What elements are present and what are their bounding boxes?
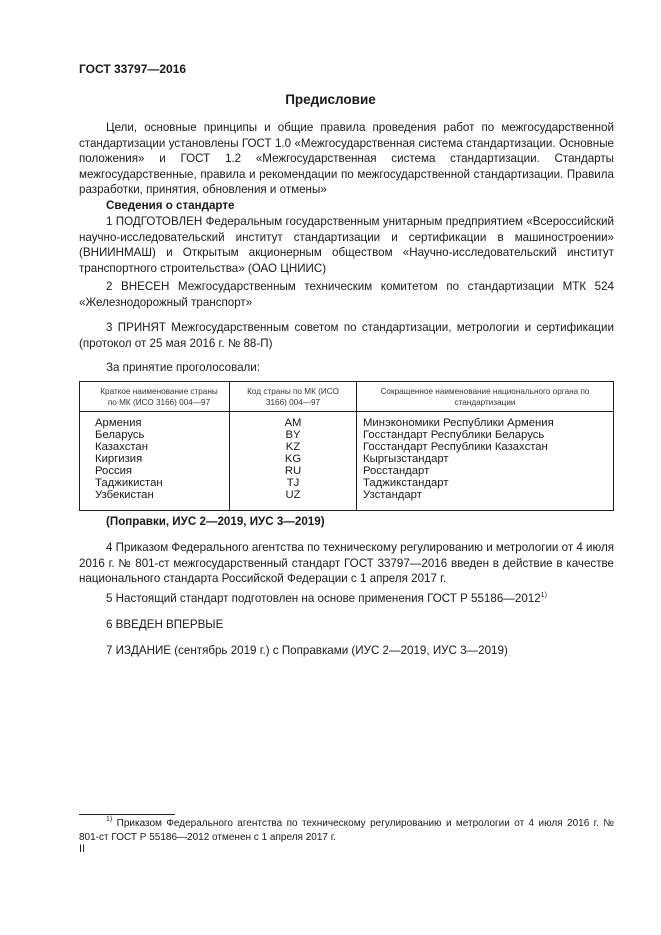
- table-row: [80, 412, 614, 430]
- body-cell: Таджикстандарт: [357, 477, 614, 489]
- item-7-paragraph: 7 ИЗДАНИЕ (сентябрь 2019 г.) с Поправками (ИУС 2—2019, ИУС 3—2019): [106, 644, 508, 657]
- intro-paragraph: Цели, основные принципы и общие правила проведения работ по межгосударственной стандартизации установлены ГОСТ 1.0 «Межгосударственная система стандартизации. Основные положения» и ГОСТ 1.2 «Межгосударственная система стандартизации. Стандарты межгосударственные, правила и рекомендации по межгосударственной стандартизации. Правила разработки, принятия, обновления и отмены»: [79, 121, 614, 196]
- item-6-paragraph: 6 ВВЕДЕН ВПЕРВЫЕ: [106, 618, 224, 631]
- table-row: [80, 441, 614, 453]
- item-2-paragraph: 2 ВНЕСЕН Межгосударственным техническим комитетом по стандартизации МТК 524 «Железнодорожный транспорт»: [79, 280, 614, 309]
- body-cell: Узстандарт: [357, 489, 614, 511]
- table-header-country: Краткое наименование страны по МК (ИСО 3166) 004—97: [80, 382, 230, 412]
- country-cell: Киргизия: [80, 453, 230, 465]
- code-cell: UZ: [230, 489, 357, 511]
- country-cell: Беларусь: [80, 429, 230, 441]
- code-cell: TJ: [230, 477, 357, 489]
- code-cell: RU: [230, 465, 357, 477]
- country-cell: Таджикистан: [80, 477, 230, 489]
- page-title: Предисловие: [285, 92, 376, 107]
- footnote-separator: [79, 814, 175, 815]
- country-cell: Россия: [80, 465, 230, 477]
- code-cell: BY: [230, 429, 357, 441]
- table-row: [80, 477, 614, 489]
- body-cell: Росстандарт: [357, 465, 614, 477]
- code-cell: KZ: [230, 441, 357, 453]
- country-cell: Узбекистан: [80, 489, 230, 511]
- document-header: ГОСТ 33797—2016: [79, 62, 187, 76]
- country-cell: Армения: [80, 412, 230, 430]
- page-number: II: [79, 843, 86, 855]
- item-5-paragraph: [79, 591, 614, 607]
- table-header-code: Код страны по МК (ИСО 3166) 004—97: [230, 382, 357, 412]
- footnote-mark: 1): [106, 816, 113, 823]
- voted-label: За принятие проголосовали:: [106, 361, 261, 374]
- code-cell: AM: [230, 412, 357, 430]
- body-cell: Госстандарт Республики Казахстан: [357, 441, 614, 453]
- footnote-text: Приказом Федерального агентства по техническому регулированию и метрологии от 4 июля 2016 г. № 801-ст ГОСТ Р 55186—2012 отменен с 1 апреля 2017 г.: [79, 818, 614, 843]
- item-3-paragraph: 3 ПРИНЯТ Межгосударственным советом по стандартизации, метрологии и сертификации (протокол от 25 мая 2016 г. № 88-П): [79, 321, 614, 350]
- amendments-note: (Поправки, ИУС 2—2019, ИУС 3—2019): [106, 515, 325, 528]
- country-cell: Казахстан: [80, 441, 230, 453]
- table-header-body: Сокращенное наименование национального органа по стандартизации: [357, 382, 614, 412]
- footnote-ref: 1): [540, 592, 547, 599]
- item-5-text: 5 Настоящий стандарт подготовлен на основе применения ГОСТ Р 55186—2012: [106, 592, 541, 605]
- body-cell: Кыргызстандарт: [357, 453, 614, 465]
- code-cell: KG: [230, 453, 357, 465]
- table-row: [80, 429, 614, 441]
- footnote: [79, 817, 614, 845]
- body-cell: Минэкономики Республики Армения: [357, 412, 614, 430]
- body-cell: Госстандарт Республики Беларусь: [357, 429, 614, 441]
- item-1-paragraph: 1 ПОДГОТОВЛЕН Федеральным государственным унитарным предприятием «Всероссийский научно-исследовательский институт стандартизации и сертификации в машиностроении» (ВНИИНМАШ) и Открытым акционерным обществом «Научно-исследовательский институт транспортного строительства» (ОАО ЦНИИС): [79, 215, 614, 275]
- table-row: [80, 489, 614, 511]
- item-4-paragraph: 4 Приказом Федерального агентства по техническому регулированию и метрологии от 4 июля 2016 г. № 801-ст межгосударственный стандарт ГОСТ 33797—2016 введен в действие в качестве национального стандарта Российской Федерации с 1 апреля 2017 г.: [79, 541, 614, 585]
- table-row: [80, 453, 614, 465]
- table-row: [80, 465, 614, 477]
- countries-table: [79, 381, 614, 511]
- section-heading: Сведения о стандарте: [106, 199, 235, 212]
